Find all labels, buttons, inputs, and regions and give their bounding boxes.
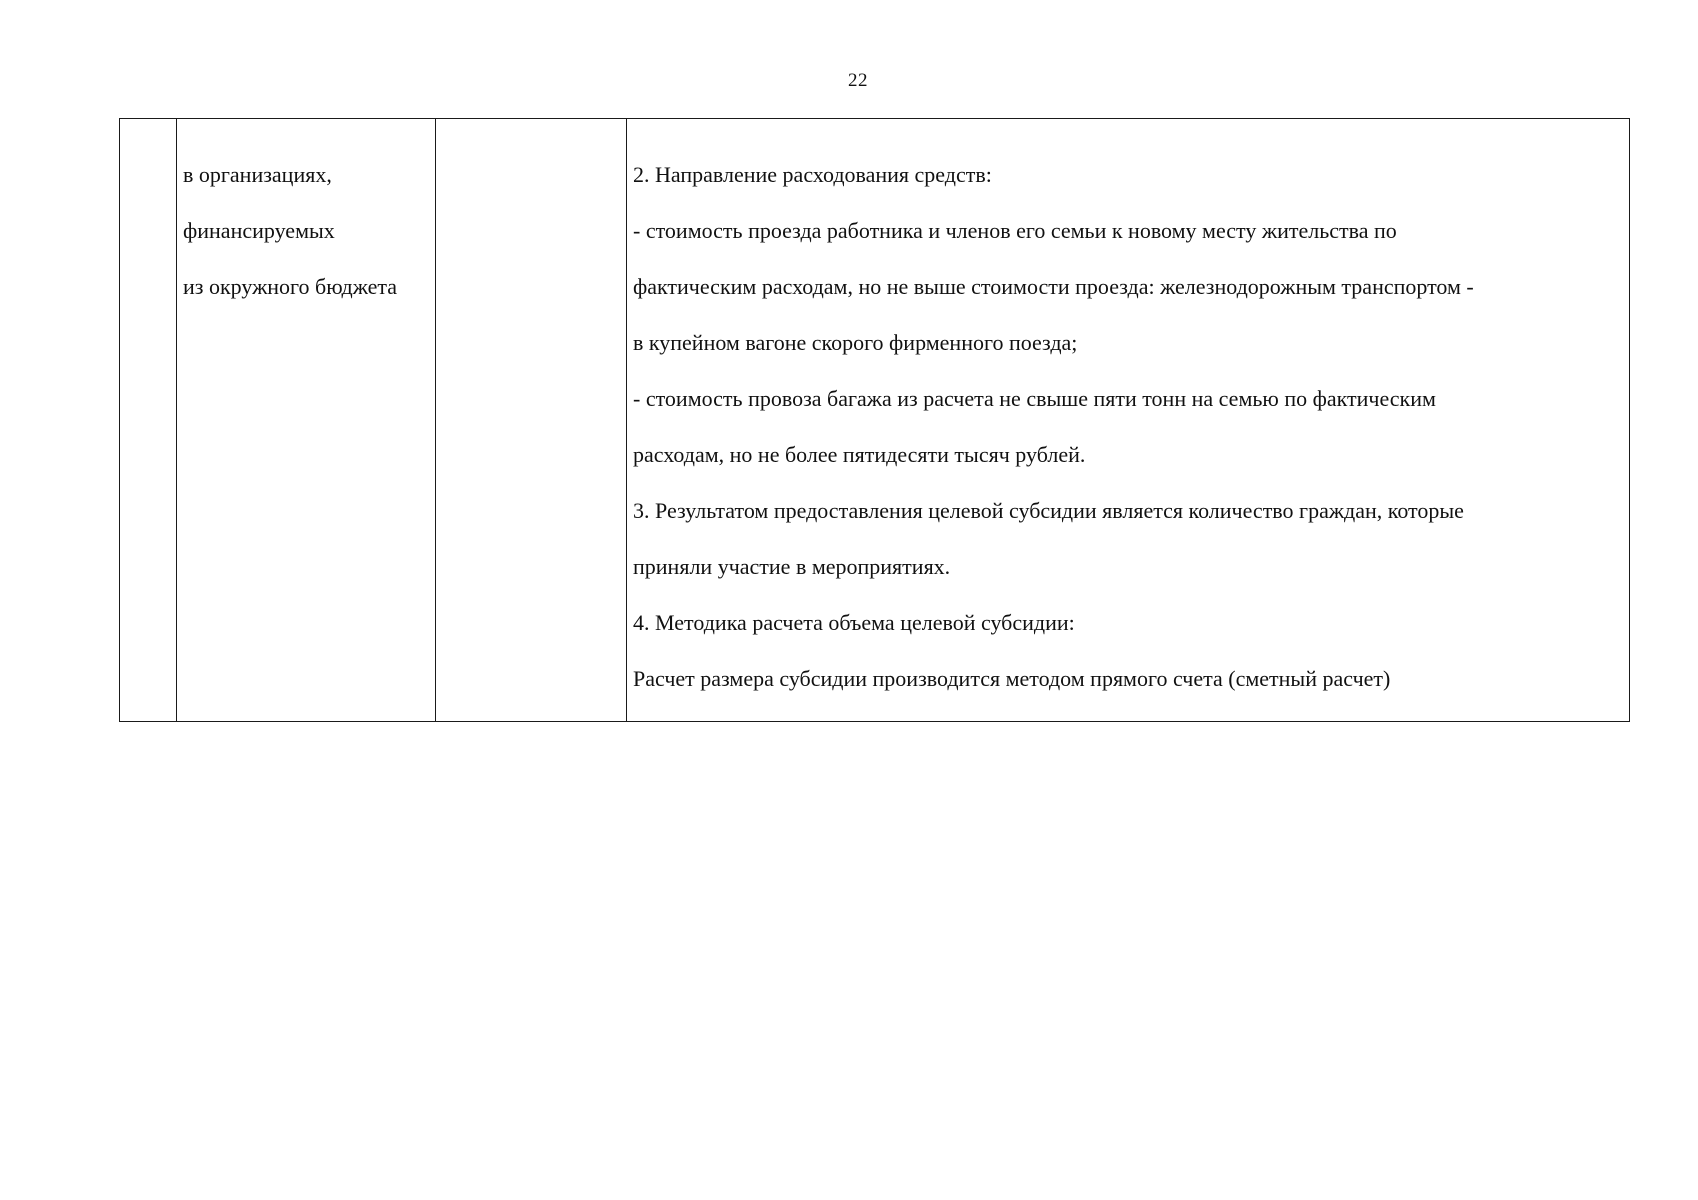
recipient-line: в организациях, [183,162,332,187]
description-text [627,119,1629,721]
description-line: 4. Методика расчета объема целевой субсидии: [633,610,1075,635]
description-line: Расчет размера субсидии производится методом прямого счета (сметный расчет) [633,666,1391,691]
description-line: расходам, но не более пятидесяти тысяч рублей. [633,442,1086,467]
recipient-line: финансируемых [183,218,335,243]
description-line: 2. Направление расходования средств: [633,162,992,187]
description-line: приняли участие в мероприятиях. [633,554,951,579]
row-number-cell [120,119,177,722]
description-line: в купейном вагоне скорого фирменного поезда; [633,330,1078,355]
description-line: - стоимость проезда работника и членов его семьи к новому месту жительства по [633,218,1397,243]
row-number [120,119,176,133]
empty-cell-text [436,119,626,133]
description-line: - стоимость провоза багажа из расчета не свыше пяти тонн на семью по фактическим [633,386,1436,411]
page-number: 22 [848,70,868,91]
recipient-line: из окружного бюджета [183,274,398,299]
recipient-text [177,119,435,329]
empty-cell [436,119,627,722]
document-table [119,118,1630,722]
description-line: 3. Результатом предоставления целевой субсидии является количество граждан, которые [633,498,1464,523]
description-cell [627,119,1630,722]
table-row [120,119,1630,722]
description-line: фактическим расходам, но не выше стоимости проезда: железнодорожным транспортом - [633,274,1474,299]
recipient-cell [177,119,436,722]
